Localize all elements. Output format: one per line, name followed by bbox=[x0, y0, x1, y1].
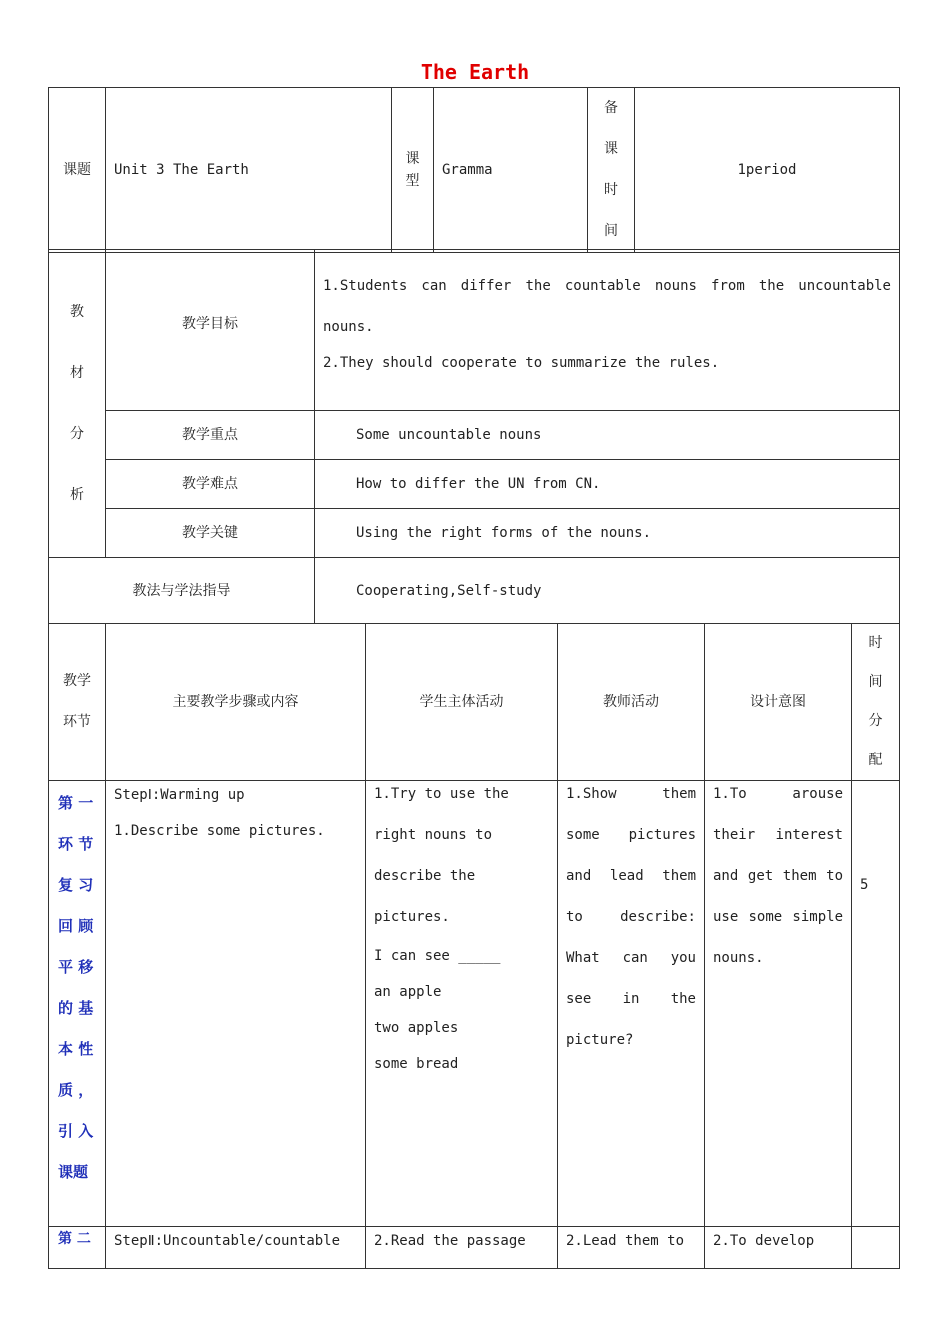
crux-label: 教学关键 bbox=[106, 509, 315, 558]
step2-title: StepⅡ:Uncountable/countable bbox=[106, 1227, 366, 1269]
student2-cell: 2.Read the passage bbox=[366, 1227, 558, 1269]
teacher1-line-2: some pictures bbox=[566, 827, 696, 843]
intent1-line-4: use some simple bbox=[713, 909, 843, 925]
difficulty-label: 教学难点 bbox=[106, 460, 315, 509]
type-label bbox=[392, 88, 434, 253]
goal-label: 教学目标 bbox=[106, 250, 315, 411]
stage-header bbox=[49, 624, 106, 781]
step1-title: StepⅠ:Warming up bbox=[114, 787, 245, 803]
step1-item: 1.Describe some pictures. bbox=[114, 823, 325, 839]
stage1-char: 质 ， bbox=[58, 1081, 94, 1099]
stage1-char: 平 移 bbox=[58, 958, 94, 976]
teacher1-line-1: 1.Show them bbox=[566, 786, 696, 802]
stage1-char: 环 节 bbox=[58, 835, 94, 853]
time-value: 1period bbox=[635, 88, 900, 253]
teacher1-cell bbox=[558, 781, 705, 1227]
goal-line1: 1.Students can differ the countable nouns from the uncountable bbox=[323, 278, 891, 294]
stage-header-text: 教学环节 bbox=[63, 673, 91, 730]
stage2-cell: 第 二 bbox=[49, 1227, 106, 1269]
header-table bbox=[48, 87, 900, 253]
goal-line2: 2.They should cooperate to summarize the rules. bbox=[323, 355, 720, 371]
student1-lines bbox=[374, 774, 549, 938]
student1-extra-4: some bread bbox=[374, 1056, 459, 1072]
student1-cell bbox=[366, 781, 558, 1227]
intent1-line-1: 1.To arouse bbox=[713, 786, 843, 802]
time2-cell bbox=[852, 1227, 900, 1269]
method-label: 教法与学法指导 bbox=[49, 558, 315, 624]
student1-extra-3: two apples bbox=[374, 1020, 459, 1036]
stage1-char: 的 基 bbox=[58, 999, 94, 1017]
teacher1-line-5: What can you bbox=[566, 950, 696, 966]
goal-line1-cont: nouns. bbox=[323, 319, 374, 335]
time-header bbox=[852, 624, 900, 781]
analysis-section-label bbox=[49, 250, 106, 558]
stage1-char: 引 入 bbox=[58, 1122, 94, 1140]
time-label bbox=[588, 88, 635, 253]
student1-line-3: describe the bbox=[374, 868, 476, 884]
topic-value: Unit 3 The Earth bbox=[106, 88, 392, 253]
student1-line-1: 1.Try to use the bbox=[374, 786, 509, 802]
student1-extra-2: an apple bbox=[374, 984, 442, 1000]
intent-header: 设计意图 bbox=[705, 624, 852, 781]
teacher1-line-4: to describe: bbox=[566, 909, 696, 925]
difficulty-value: How to differ the UN from CN. bbox=[315, 460, 900, 509]
process-table bbox=[48, 623, 900, 1269]
intent1-line-3: and get them to bbox=[713, 868, 843, 884]
student1-extra-1: I can see _____ bbox=[374, 948, 501, 964]
stage1-cell bbox=[49, 781, 106, 1227]
analysis-table bbox=[48, 249, 900, 624]
student-header: 学生主体活动 bbox=[366, 624, 558, 781]
teacher-header: 教师活动 bbox=[558, 624, 705, 781]
time-label-text: 备课时间 bbox=[604, 100, 618, 239]
teacher2-cell: 2.Lead them to bbox=[558, 1227, 705, 1269]
crux-value: Using the right forms of the nouns. bbox=[315, 509, 900, 558]
page-title: The Earth bbox=[420, 60, 530, 84]
stage1-char: 回 顾 bbox=[58, 917, 94, 935]
stage1-char: 本 性 bbox=[58, 1040, 94, 1058]
student1-line-4: pictures. bbox=[374, 909, 450, 925]
type-label-text: 课型 bbox=[405, 151, 420, 189]
type-value: Gramma bbox=[434, 88, 588, 253]
time-header-text: 时间分配 bbox=[868, 635, 883, 768]
stage1-char: 课题 bbox=[58, 1163, 89, 1181]
teacher1-line-6: see in the bbox=[566, 991, 696, 1007]
time1-cell: 5 bbox=[852, 781, 900, 1227]
analysis-section-text: 教材分析 bbox=[70, 303, 84, 503]
topic-label: 课题 bbox=[49, 88, 106, 253]
steps-header: 主要教学步骤或内容 bbox=[106, 624, 366, 781]
goal-content bbox=[315, 250, 900, 411]
stage1-char: 第 一 bbox=[58, 794, 94, 812]
intent1-line-5: nouns. bbox=[713, 950, 764, 966]
student1-extra bbox=[374, 938, 549, 1082]
intent1-line-2: their interest bbox=[713, 827, 843, 843]
key-value: Some uncountable nouns bbox=[315, 411, 900, 460]
intent2-cell: 2.To develop bbox=[705, 1227, 852, 1269]
teacher1-line-7: picture? bbox=[566, 1032, 634, 1048]
method-value: Cooperating,Self-study bbox=[315, 558, 900, 624]
key-label: 教学重点 bbox=[106, 411, 315, 460]
stage1-chars bbox=[58, 783, 105, 1193]
stage1-char: 复 习 bbox=[58, 876, 94, 894]
student1-line-2: right nouns to bbox=[374, 827, 493, 843]
step1-cell bbox=[106, 781, 366, 1227]
teacher1-line-3: and lead them bbox=[566, 868, 696, 884]
intent1-cell bbox=[705, 781, 852, 1227]
